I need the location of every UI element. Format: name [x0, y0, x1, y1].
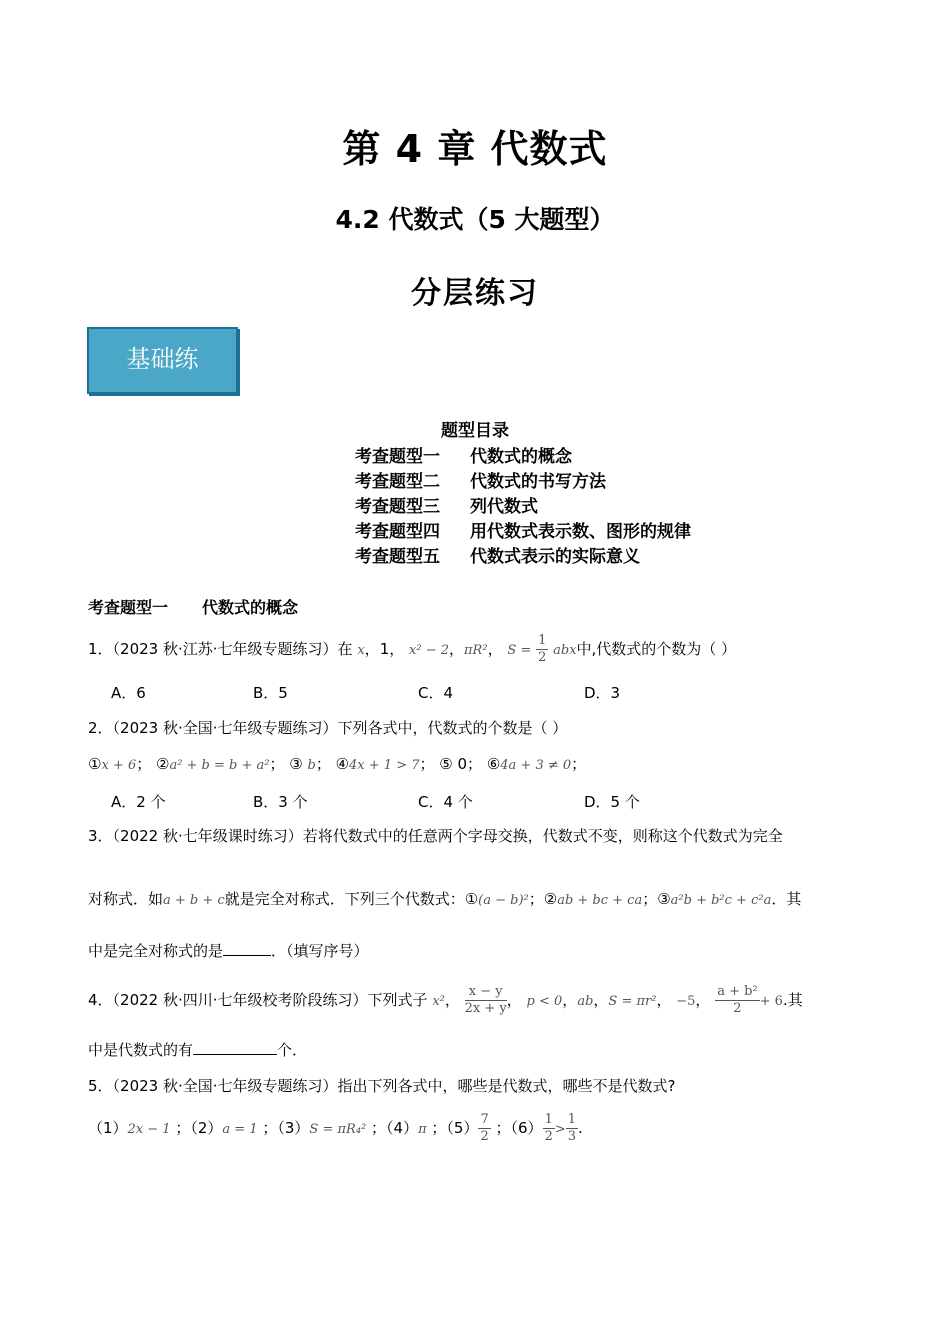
toc-item: 考查题型二 代数式的书写方法: [355, 472, 606, 492]
toc-item: 考查题型四 用代数式表示数、图形的规律: [355, 522, 691, 542]
option-b: B．3 个: [253, 793, 308, 811]
question-4: 4．（2022 秋·四川·七年级校考阶段练习）下列式子 x²， $\frac{x - y}{2x + y}$ ， p < 0，ab，S = πr²， −5， $\frac{\text{a + b²}}{2}$ + 6.其: [88, 984, 803, 1016]
toc-item: 考查题型三 列代数式: [355, 497, 538, 517]
option-b: B．5: [253, 684, 288, 702]
section-heading: 考查题型一 代数式的概念: [88, 598, 299, 617]
toc-item: 考查题型五 代数式表示的实际意义: [355, 547, 640, 567]
section-title: 4.2 代数式（5 大题型）: [335, 205, 615, 234]
question-1: 1．（2023 秋·江苏·七年级专题练习）在 x，1， x² − 2，πR²， S = $\frac{1}{2}$ abx中,代数式的个数为（ ）: [88, 633, 737, 665]
option-a: A．6: [111, 684, 146, 702]
toc-title: 题型目录: [441, 421, 509, 441]
question-3: 3．（2022 秋·七年级课时练习）若将代数式中的任意两个字母交换，代数式不变，则称这个代数式为完全: [88, 827, 783, 845]
question-3-line3: 中是完全对称式的是 ．（填写序号）: [88, 942, 369, 960]
option-a: A．2 个: [111, 793, 166, 811]
option-c: C．4 个: [418, 793, 473, 811]
question-5: 5．（2023 秋·全国·七年级专题练习）指出下列各式中，哪些是代数式，哪些不是代数式?: [88, 1077, 676, 1095]
option-d: D．3: [584, 684, 621, 702]
basic-practice-badge: 基础练: [87, 327, 238, 394]
question-4-line2: 中是代数式的有 个．: [88, 1041, 308, 1059]
question-5-items: （1）2x − 1 ；（2）a = 1 ；（3）S = πR₄² ；（4）π ；（5） $\frac{7}{2}$ ；（6） $\frac{1}{2}$ > $\frac{1}{3}$ .: [88, 1112, 583, 1144]
question-2: 2．（2023 秋·全国·七年级专题练习）下列各式中，代数式的个数是（ ）: [88, 719, 568, 737]
option-d: D．5 个: [584, 793, 640, 811]
option-c: C．4: [418, 684, 454, 702]
answer-blank[interactable]: [193, 1040, 277, 1055]
question-3-line2: 对称式．如a + b + c就是完全对称式．下列三个代数式：①(a − b)²；②ab + bc + ca；③a²b + b²c + c²a．其: [88, 890, 802, 908]
answer-blank[interactable]: [223, 941, 271, 956]
chapter-title: 第 4 章 代数式: [342, 127, 608, 171]
toc-item: 考查题型一 代数式的概念: [355, 447, 572, 467]
question-2-items: ①x + 6； ②a² + b = b + a²； ③ b； ④4x + 1 > 7； ⑤ 0； ⑥4a + 3 ≠ 0；: [88, 755, 587, 773]
subtitle: 分层练习: [411, 276, 539, 311]
